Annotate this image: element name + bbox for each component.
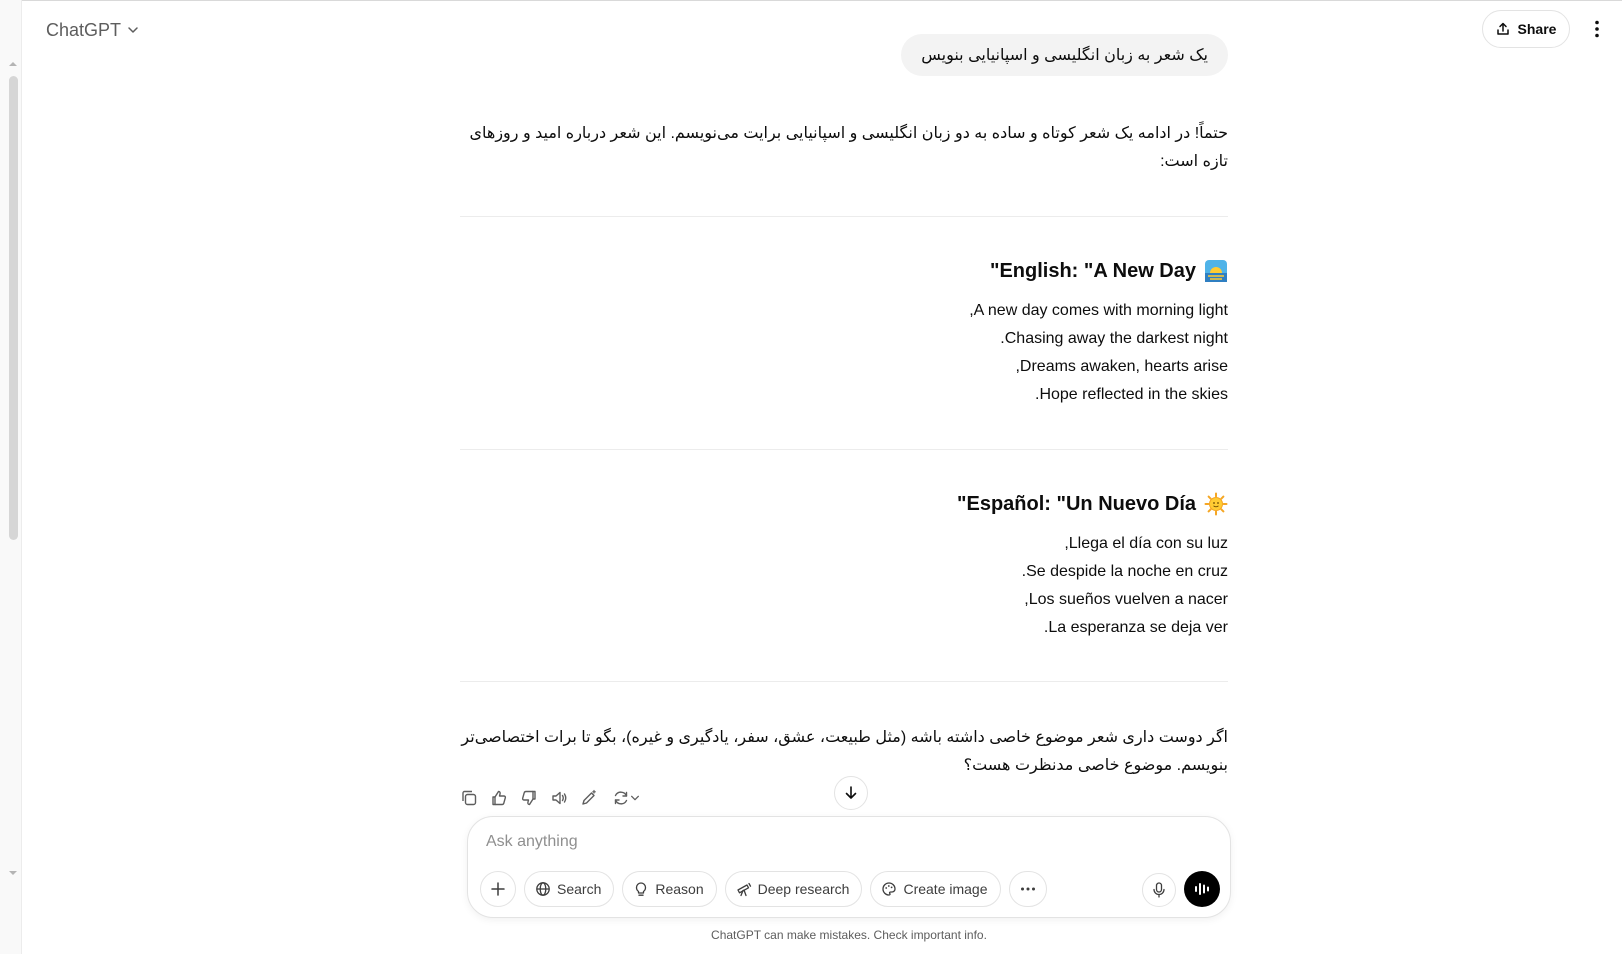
chevron-down-icon [630, 793, 640, 803]
outro-line: اگر دوست داری شعر موضوع خاصی داشته باشه (مثل طبیعت، عشق، سفر، یادگیری و غیره)، بگو تا برات اختصاصی‌تر [461, 729, 1228, 746]
voice-waveform-icon [1193, 880, 1211, 898]
scroll-up-arrow-icon[interactable] [9, 62, 17, 66]
plus-icon [490, 881, 506, 897]
spanish-poem-title [460, 492, 1228, 516]
user-message-text: یک شعر به زبان انگلیسی و اسپانیایی بنویس [921, 47, 1208, 64]
assistant-intro [460, 120, 1228, 176]
create-image-tool-label: Create image [903, 881, 988, 897]
lightbulb-icon [633, 881, 649, 897]
thumbs-down-icon [520, 789, 538, 807]
scroll-to-bottom-button[interactable] [834, 776, 868, 810]
intro-line: حتماً! در ادامه یک شعر کوتاه و ساده به دو زبان انگلیسی و اسپانیایی برایت می‌نویسم. این شعر درباره امید و روزهای [469, 125, 1228, 142]
voice-mode-button[interactable] [1184, 871, 1220, 907]
copy-icon [460, 789, 478, 807]
model-selector[interactable] [38, 14, 147, 46]
scrollbar-thumb[interactable] [9, 76, 18, 540]
scroll-down-arrow-icon[interactable] [9, 871, 17, 875]
poem-line: A new day comes with morning light, [969, 302, 1228, 319]
thumbs-up-button[interactable] [488, 787, 510, 809]
deep-research-tool-label: Deep research [757, 881, 850, 897]
deep-research-tool-button[interactable] [725, 871, 863, 907]
chevron-down-icon [127, 24, 139, 36]
pencil-sparkle-icon [580, 789, 598, 807]
english-poem-title [460, 259, 1228, 283]
english-title-text: English: "A New Day" [989, 259, 1196, 282]
arrow-down-icon [843, 785, 859, 801]
search-tool-button[interactable] [524, 871, 614, 907]
poem-line: Los sueños vuelven a nacer, [1024, 591, 1228, 608]
reason-tool-button[interactable] [622, 871, 716, 907]
share-label: Share [1517, 21, 1557, 37]
edit-canvas-button[interactable] [578, 787, 600, 809]
model-name: ChatGPT [46, 19, 122, 40]
spanish-title-text: Español: "Un Nuevo Día" [957, 492, 1196, 515]
share-button[interactable] [1482, 10, 1570, 48]
divider [460, 216, 1228, 217]
thumbs-up-icon [490, 789, 508, 807]
poem-line: La esperanza se deja ver. [1043, 619, 1228, 636]
kebab-icon [1595, 20, 1599, 38]
copy-button[interactable] [458, 787, 480, 809]
poem-line: Se despide la noche en cruz. [1021, 563, 1228, 580]
divider [460, 681, 1228, 682]
poem-line: Dreams awaken, hearts arise, [1015, 358, 1228, 375]
poem-line: Llega el día con su luz, [1064, 535, 1228, 552]
more-tools-button[interactable] [1009, 871, 1047, 907]
top-border [0, 0, 1622, 1]
poem-line: Hope reflected in the skies. [1035, 386, 1228, 403]
regenerate-button[interactable] [608, 787, 644, 809]
telescope-icon [736, 881, 752, 897]
read-aloud-button[interactable] [548, 787, 570, 809]
search-tool-label: Search [557, 881, 602, 897]
create-image-tool-button[interactable] [870, 871, 1000, 907]
user-message-bubble [901, 34, 1228, 76]
reason-tool-label: Reason [655, 881, 704, 897]
english-poem [460, 297, 1228, 409]
globe-icon [535, 881, 551, 897]
refresh-icon [612, 789, 630, 807]
share-icon [1496, 22, 1510, 36]
intro-line: تازه است: [1160, 153, 1228, 170]
assistant-outro [460, 724, 1228, 780]
sunrise-icon [1204, 259, 1228, 283]
more-options-button[interactable] [1584, 16, 1610, 42]
ellipsis-icon [1020, 887, 1036, 891]
message-actions [458, 787, 644, 809]
dictate-button[interactable] [1142, 873, 1176, 907]
palette-icon [881, 881, 897, 897]
spanish-poem [460, 530, 1228, 642]
composer [467, 816, 1231, 918]
left-scrollbar[interactable] [0, 0, 22, 954]
poem-line: Chasing away the darkest night. [1000, 330, 1228, 347]
divider [460, 449, 1228, 450]
speaker-icon [550, 789, 568, 807]
prompt-input[interactable] [486, 829, 1186, 855]
thumbs-down-button[interactable] [518, 787, 540, 809]
disclaimer: ChatGPT can make mistakes. Check important info. [711, 928, 987, 942]
composer-tools [480, 871, 1047, 907]
microphone-icon [1152, 882, 1166, 898]
outro-line: بنویسم. موضوع خاصی مدنظرت هست؟ [963, 757, 1228, 774]
attach-button[interactable] [480, 871, 516, 907]
sun-icon [1204, 492, 1228, 516]
